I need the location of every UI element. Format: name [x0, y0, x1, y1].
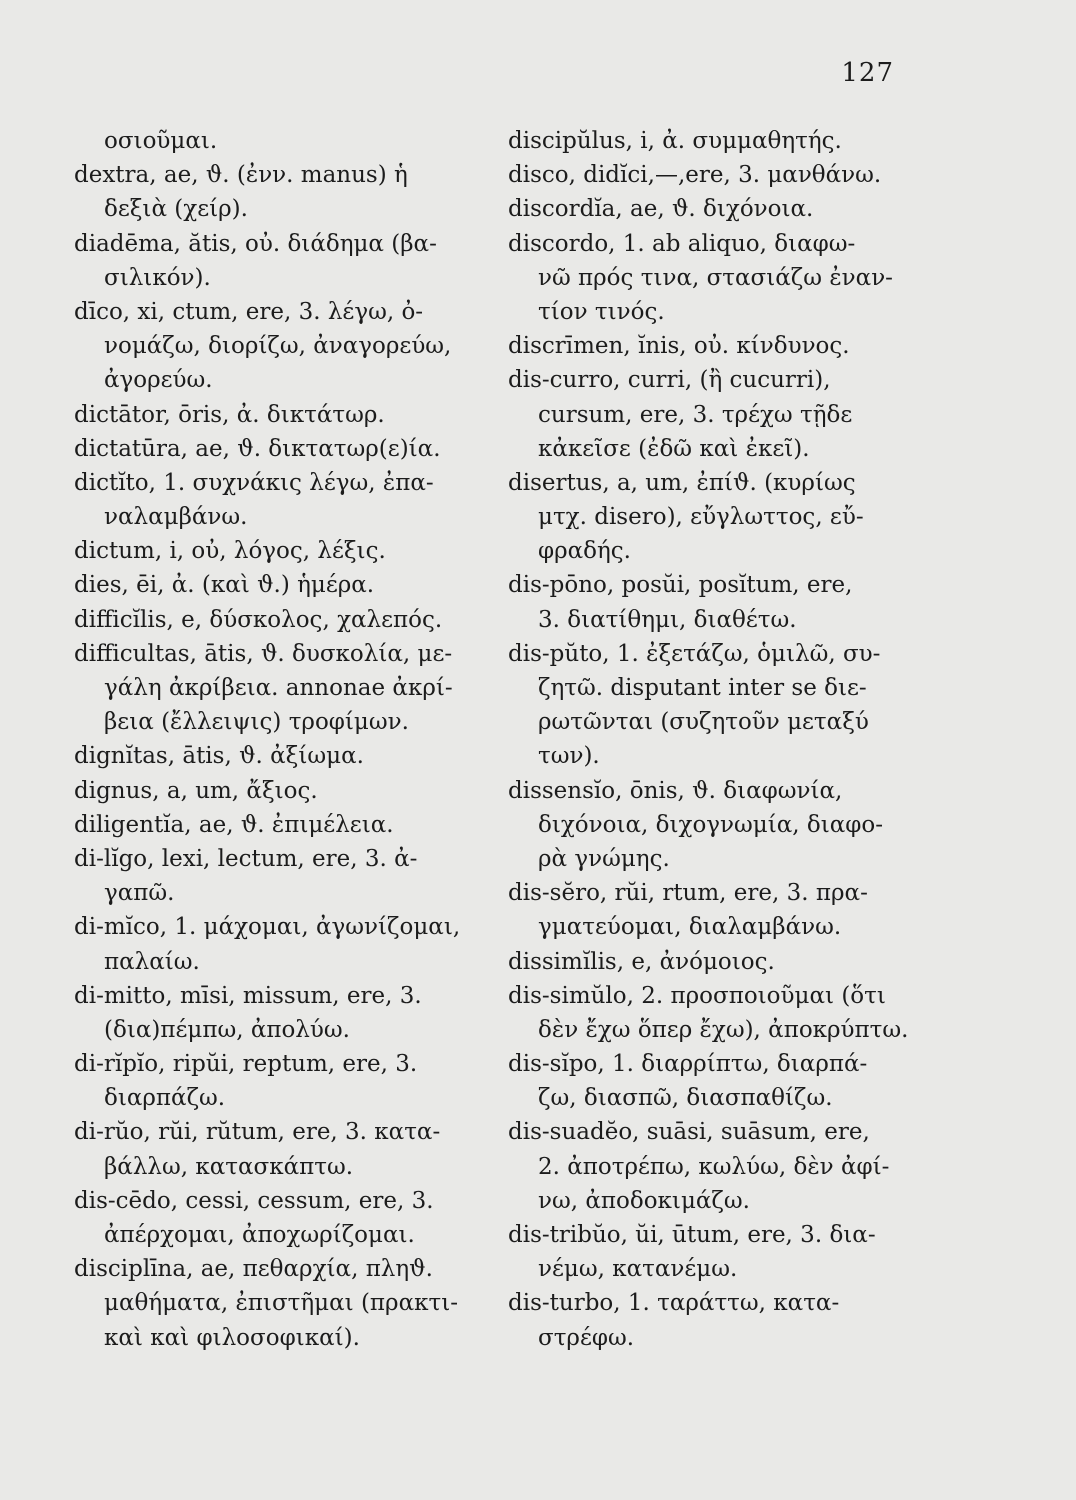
- dictionary-entry-continuation: νομάζω, διορίζω, ἀναγορεύω,: [104, 333, 452, 360]
- dictionary-entry-line: disciplīna, ae, πεθαρχία, πληϑ.: [74, 1256, 433, 1283]
- dictionary-entry-continuation: των).: [538, 743, 600, 770]
- dictionary-entry-continuation: σιλικόν).: [104, 264, 211, 291]
- dictionary-entry-line: dignus, a, um, ἄξιος.: [74, 777, 318, 804]
- dictionary-entry-line: discordo, 1. ab aliquo, διαφω-: [508, 230, 856, 257]
- dictionary-entry-continuation: νέμω, κατανέμω.: [538, 1256, 738, 1283]
- dictionary-entry-continuation: ρωτῶνται (συζητοῦν μεταξύ: [538, 709, 869, 736]
- dictionary-entry-continuation: δεξιὰ (χείρ).: [104, 196, 248, 223]
- dictionary-entry-line: difficĭlis, e, δύσκολος, χαλεπός.: [74, 606, 443, 633]
- dictionary-entry-line: difficultas, ātis, ϑ. δυσκολία, με-: [74, 640, 453, 667]
- dictionary-entry-line: dis-curro, curri, (ἢ cucurri),: [508, 367, 831, 394]
- dictionary-entry-continuation: ἀγορεύω.: [104, 367, 213, 394]
- dictionary-entry-continuation: οσιοῦμαι.: [104, 128, 218, 154]
- dictionary-entry-continuation: διαρπάζω.: [104, 1085, 226, 1112]
- dictionary-entry-line: dīco, xi, ctum, ere, 3. λέγω, ὀ-: [74, 298, 424, 325]
- dictionary-entry-line: dignĭtas, ātis, ϑ. ἀξίωμα.: [74, 743, 364, 770]
- dictionary-entry-line: disco, didĭci,—,ere, 3. μανθάνω.: [508, 162, 882, 189]
- dictionary-entry-line: dictĭto, 1. συχνάκις λέγω, ἐπα-: [74, 469, 434, 496]
- dictionary-entry-line: dictum, i, οὐ, λόγος, λέξις.: [74, 538, 386, 565]
- dictionary-entry-continuation: ζητῶ. disputant inter se διε-: [538, 675, 867, 701]
- dictionary-entry-continuation: 3. διατίθημι, διαθέτω.: [538, 606, 797, 633]
- dictionary-entry-continuation: γαπῶ.: [104, 880, 175, 907]
- dictionary-entry-continuation: (δια)πέμπω, ἀπολύω.: [104, 1016, 350, 1043]
- page-number: 127: [841, 58, 894, 88]
- dictionary-entry-line: dis-simŭlo, 2. προσποιοῦμαι (ὅτι: [508, 982, 886, 1009]
- dictionary-entry-continuation: παλαίω.: [104, 948, 200, 975]
- dictionary-entry-continuation: δὲν ἔχω ὅπερ ἔχω), ἀποκρύπτω.: [538, 1016, 909, 1043]
- dictionary-entry-line: dis-sĕro, rŭi, rtum, ere, 3. πρα-: [508, 880, 868, 907]
- dictionary-entry-continuation: cursum, ere, 3. τρέχω τῇδε: [538, 401, 853, 428]
- dictionary-entry-line: di-rĭpĭo, ripŭi, reptum, ere, 3.: [74, 1051, 418, 1078]
- dictionary-entry-line: dis-pōno, posŭi, posĭtum, ere,: [508, 572, 853, 599]
- dictionary-entry-line: dissensĭo, ōnis, ϑ. διαφωνία,: [508, 777, 843, 804]
- dictionary-entry-continuation: μαθήματα, ἐπιστῆμαι (πρακτι-: [104, 1290, 458, 1317]
- dictionary-entry-continuation: γματεύομαι, διαλαμβάνω.: [538, 914, 842, 941]
- dictionary-entry-line: discipŭlus, i, ἀ. συμμαθητής.: [508, 128, 842, 154]
- dictionary-entry-line: disertus, a, um, ἐπίϑ. (κυρίως: [508, 469, 856, 496]
- dictionary-entry-line: di-lĭgo, lexi, lectum, ere, 3. ἀ-: [74, 845, 418, 872]
- dictionary-entry-continuation: κἀκεῖσε (ἐδῶ καὶ ἐκεῖ).: [538, 435, 810, 462]
- dictionary-entry-line: dextra, ae, ϑ. (ἐνν. manus) ἡ: [74, 162, 408, 189]
- dictionary-entry-line: dis-sĭpo, 1. διαρρίπτω, διαρπά-: [508, 1051, 868, 1078]
- dictionary-entry-continuation: ἀπέρχομαι, ἀποχωρίζομαι.: [104, 1222, 415, 1248]
- dictionary-entry-line: dis-suadĕo, suāsi, suāsum, ere,: [508, 1119, 870, 1146]
- dictionary-entry-line: dis-cēdo, cessi, cessum, ere, 3.: [74, 1187, 434, 1214]
- dictionary-entry-continuation: νῶ πρός τινα, στασιάζω ἐναν-: [538, 264, 893, 291]
- dictionary-entry-line: discordĭa, ae, ϑ. διχόνοια.: [508, 196, 814, 223]
- dictionary-entry-line: dictātor, ōris, ἀ. δικτάτωρ.: [74, 401, 385, 428]
- dictionary-entry-line: discrīmen, ĭnis, οὐ. κίνδυνος.: [508, 333, 850, 360]
- dictionary-entry-continuation: τίον τινός.: [538, 298, 665, 325]
- dictionary-entry-line: di-mĭco, 1. μάχομαι, ἀγωνίζομαι,: [74, 914, 461, 941]
- dictionary-entry-continuation: μτχ. disero), εὔγλωττος, εὔ-: [538, 504, 864, 531]
- dictionary-entry-line: dies, ēi, ἀ. (καὶ ϑ.) ἡμέρα.: [74, 572, 375, 599]
- dictionary-entry-continuation: φραδής.: [538, 538, 631, 565]
- dictionary-entry-line: dissimĭlis, e, ἀνόμοιος.: [508, 948, 775, 975]
- dictionary-entry-continuation: διχόνοια, διχογνωμία, διαφο-: [538, 811, 884, 838]
- dictionary-entry-line: diligentĭa, ae, ϑ. ἐπιμέλεια.: [74, 811, 394, 838]
- dictionary-entry-continuation: βεια (ἔλλειψις) τροφίμων.: [104, 709, 409, 736]
- dictionary-entry-continuation: στρέφω.: [538, 1324, 635, 1351]
- dictionary-entry-line: diadēma, ătis, οὐ. διάδημα (βα-: [74, 230, 437, 257]
- dictionary-entry-continuation: καὶ καὶ φιλοσοφικαί).: [104, 1324, 360, 1351]
- right-column: [508, 124, 928, 1355]
- dictionary-entry-line: di-mitto, mīsi, missum, ere, 3.: [74, 982, 422, 1009]
- dictionary-entry-line: dis-tribŭo, ŭi, ūtum, ere, 3. δια-: [508, 1222, 876, 1248]
- dictionary-entry-continuation: βάλλω, κατασκάπτω.: [104, 1153, 354, 1180]
- dictionary-entry-line: di-rŭo, rŭi, rŭtum, ere, 3. κατα-: [74, 1119, 441, 1146]
- dictionary-entry-continuation: νω, ἀποδοκιμάζω.: [538, 1187, 750, 1214]
- dictionary-entry-continuation: ρὰ γνώμης.: [538, 845, 670, 872]
- dictionary-entry-line: dictatūra, ae, ϑ. δικτατωρ(ε)ία.: [74, 435, 441, 462]
- left-column: [74, 124, 494, 1355]
- dictionary-entry-continuation: ναλαμβάνω.: [104, 504, 248, 531]
- dictionary-entry-continuation: 2. ἀποτρέπω, κωλύω, δὲν ἀφί-: [538, 1153, 890, 1180]
- dictionary-entry-line: dis-turbo, 1. ταράττω, κατα-: [508, 1290, 840, 1317]
- dictionary-entry-line: dis-pŭto, 1. ἐξετάζω, ὁμιλῶ, συ-: [508, 640, 881, 667]
- dictionary-entry-continuation: ζω, διασπῶ, διασπαθίζω.: [538, 1085, 833, 1112]
- dictionary-entry-continuation: γάλη ἀκρίβεια. annonae ἀκρί-: [104, 675, 453, 701]
